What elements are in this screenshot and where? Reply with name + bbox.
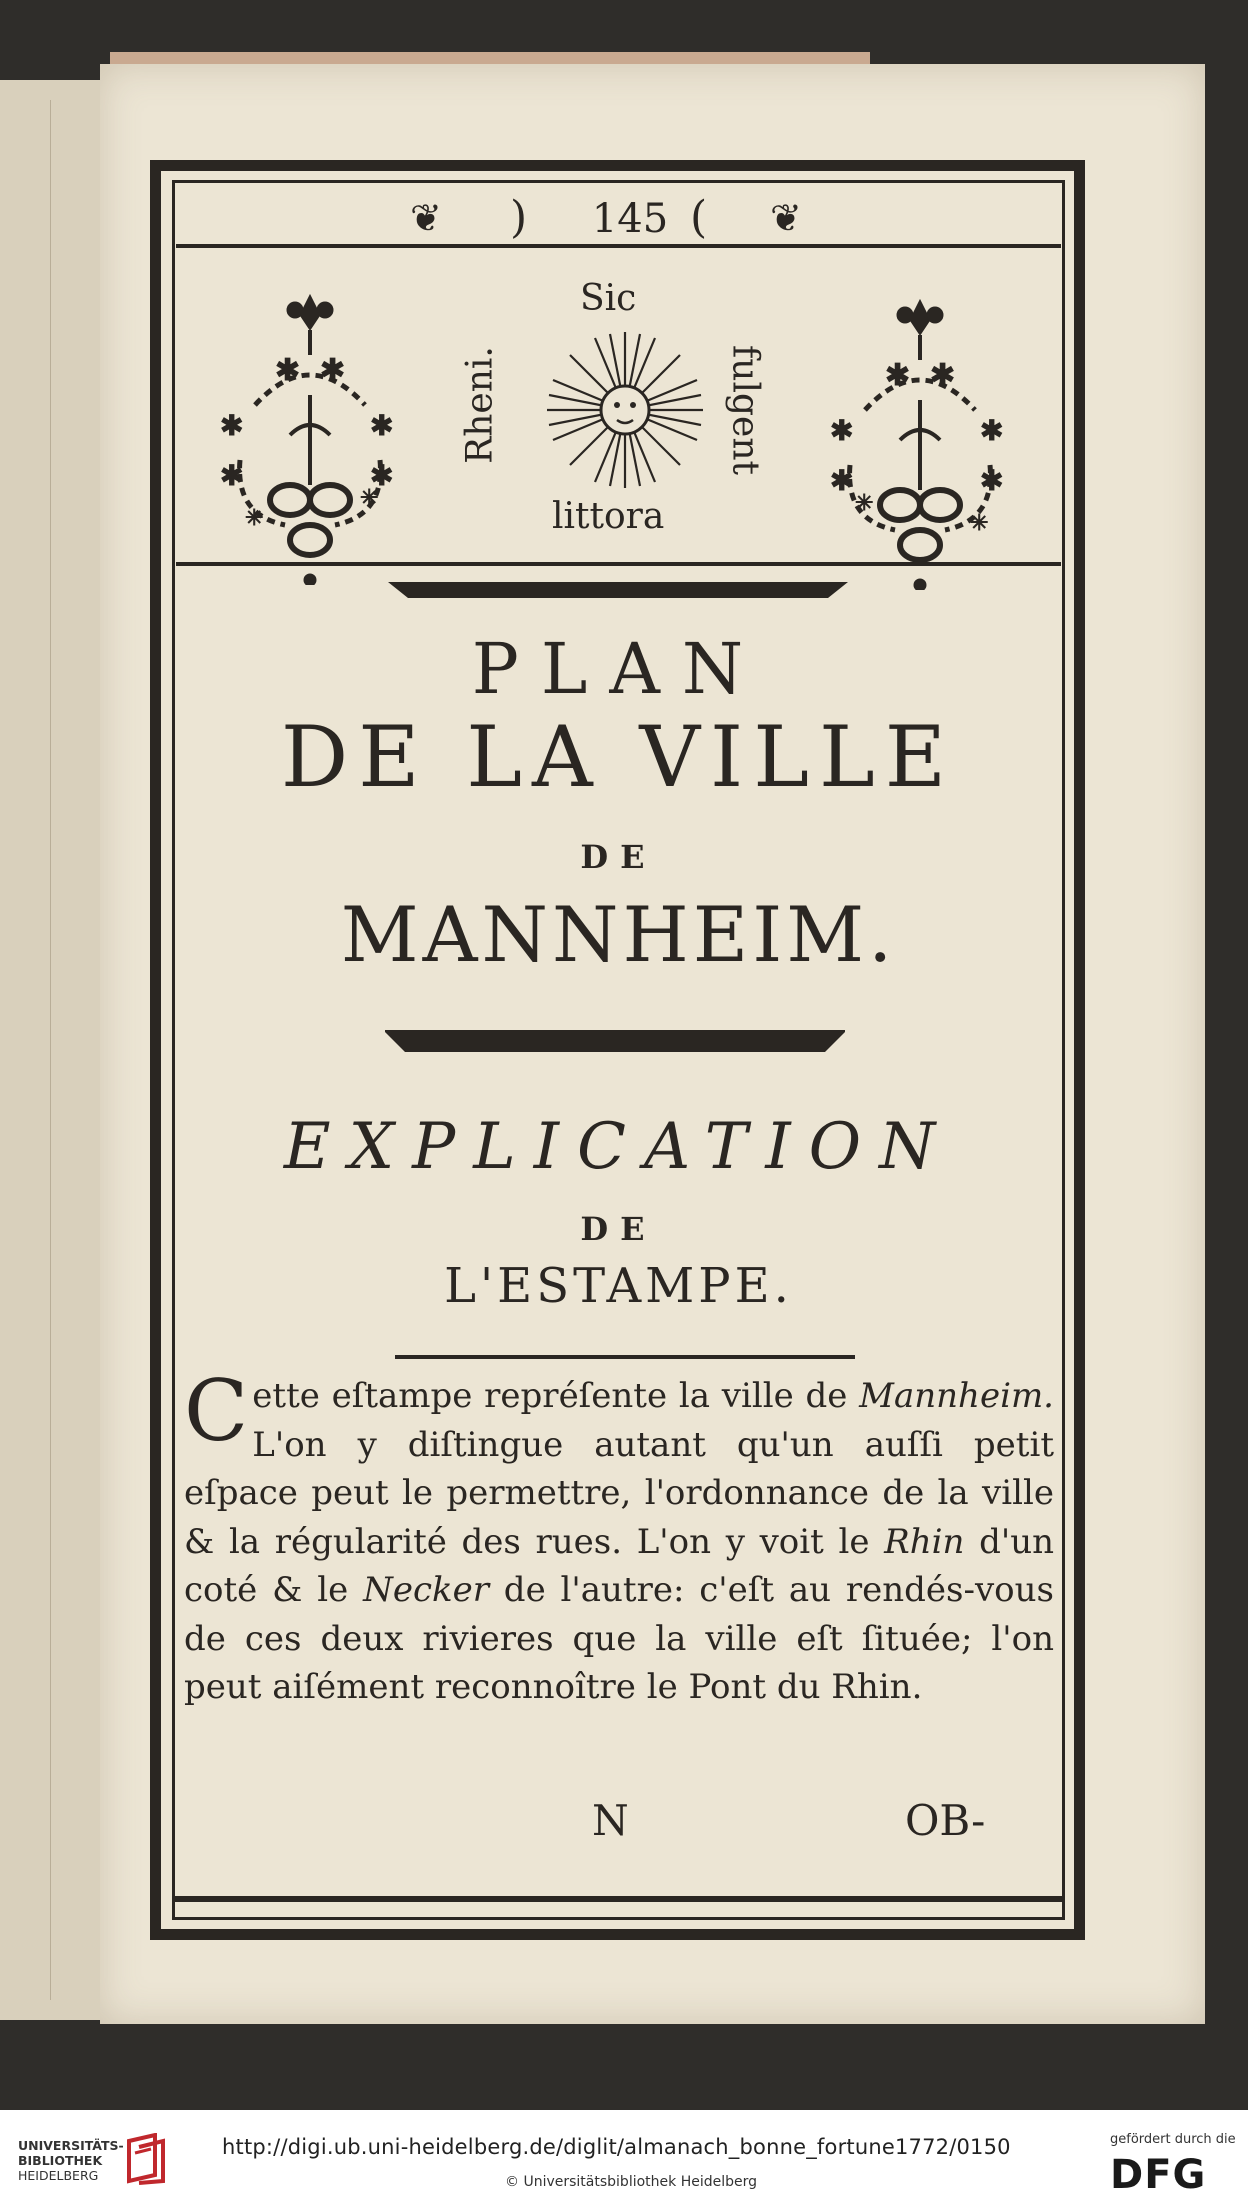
motto-left: Rheni. <box>459 346 501 464</box>
page-number: 145 <box>591 196 669 242</box>
library-name-line: UNIVERSITÄTS- <box>18 2138 124 2153</box>
svg-text:✱: ✱ <box>370 459 394 492</box>
title-plan: PLAN <box>471 628 766 710</box>
floral-ornament-right <box>825 290 1015 590</box>
sprig-ornament-right: ❦ <box>770 196 802 240</box>
body-text-part: L'on y diſtingue autant qu'un auſſi petit eſpace peut le permettre, l'ordonnance de la ville & la régularité des rues. L'on y voit le <box>184 1424 1054 1562</box>
body-text-italic: Rhin <box>884 1521 965 1562</box>
svg-text:✳: ✳ <box>360 486 379 511</box>
library-name-line: BIBLIOTHEK <box>18 2153 103 2168</box>
bottom-rule <box>172 1896 1065 1902</box>
floral-ornament-left <box>215 285 405 585</box>
svg-text:✱: ✱ <box>275 353 301 388</box>
subtitle-de: DE <box>580 1210 657 1248</box>
subtitle-estampe: L'ESTAMPE. <box>444 1258 793 1314</box>
copyright-text: © Universitätsbibliothek Heidelberg <box>505 2174 758 2190</box>
svg-text:✱: ✱ <box>370 409 394 442</box>
svg-text:✱: ✱ <box>220 409 244 442</box>
body-text-part: ette eſtampe repréſente la ville de <box>252 1376 860 1416</box>
svg-text:✱: ✱ <box>220 459 244 492</box>
body-paragraph <box>184 1362 1055 1712</box>
body-text-part: de l'autre: c'eſt au rendés-vous de ces deux rivieres que la ville eſt ſituée; l'on peut aiſément reconnoître le Pont du Rhin. <box>184 1570 1054 1707</box>
tapered-rule-2 <box>385 1030 845 1060</box>
left-page-edge <box>0 80 103 2020</box>
title-de: DE <box>580 838 657 876</box>
signature-mark: N <box>592 1796 629 1845</box>
drop-cap: C <box>184 1362 249 1460</box>
document-url-link[interactable]: http://digi.ub.uni-heidelberg.de/diglit/almanach_bonne_fortune1772/0150 <box>222 2135 1011 2159</box>
section-rule <box>395 1355 855 1359</box>
library-logo-text <box>18 2138 124 2183</box>
library-name-line: HEIDELBERG <box>18 2168 99 2183</box>
svg-text:✱: ✱ <box>830 464 854 497</box>
header-paren-right: ( <box>690 192 708 243</box>
title-mannheim: MANNHEIM. <box>340 890 897 979</box>
svg-text:✱: ✱ <box>830 414 854 447</box>
subtitle-explication: EXPLICATION <box>283 1110 954 1184</box>
body-text-italic: Mannheim. <box>859 1376 1054 1416</box>
svg-text:✱: ✱ <box>930 358 956 393</box>
motto-right: fulgent <box>724 344 766 476</box>
sun-face-icon <box>545 330 705 490</box>
svg-text:✳: ✳ <box>970 511 989 536</box>
emblem-rule <box>176 562 1061 566</box>
motto-bottom: littora <box>552 496 665 537</box>
svg-text:✳: ✳ <box>855 491 874 516</box>
svg-text:✱: ✱ <box>320 353 346 388</box>
svg-text:✱: ✱ <box>980 464 1004 497</box>
tapered-rule-1 <box>388 582 848 600</box>
body-text-part: d'un coté & le <box>184 1521 1055 1610</box>
dfg-logo: DFG <box>1110 2152 1207 2198</box>
catchword: OB- <box>905 1796 986 1845</box>
body-text-italic: Necker <box>363 1570 489 1610</box>
funder-note: gefördert durch die <box>1110 2132 1236 2147</box>
svg-text:✱: ✱ <box>885 358 911 393</box>
svg-text:✱: ✱ <box>980 414 1004 447</box>
header-paren-left: ) <box>510 192 528 243</box>
motto-top: Sic <box>580 278 637 319</box>
sprig-ornament-left: ❦ <box>410 196 442 240</box>
library-logo-icon <box>125 2133 169 2185</box>
header-rule <box>176 244 1061 248</box>
svg-text:✳: ✳ <box>245 506 264 531</box>
title-de-la-ville: DE LA VILLE <box>280 708 957 806</box>
